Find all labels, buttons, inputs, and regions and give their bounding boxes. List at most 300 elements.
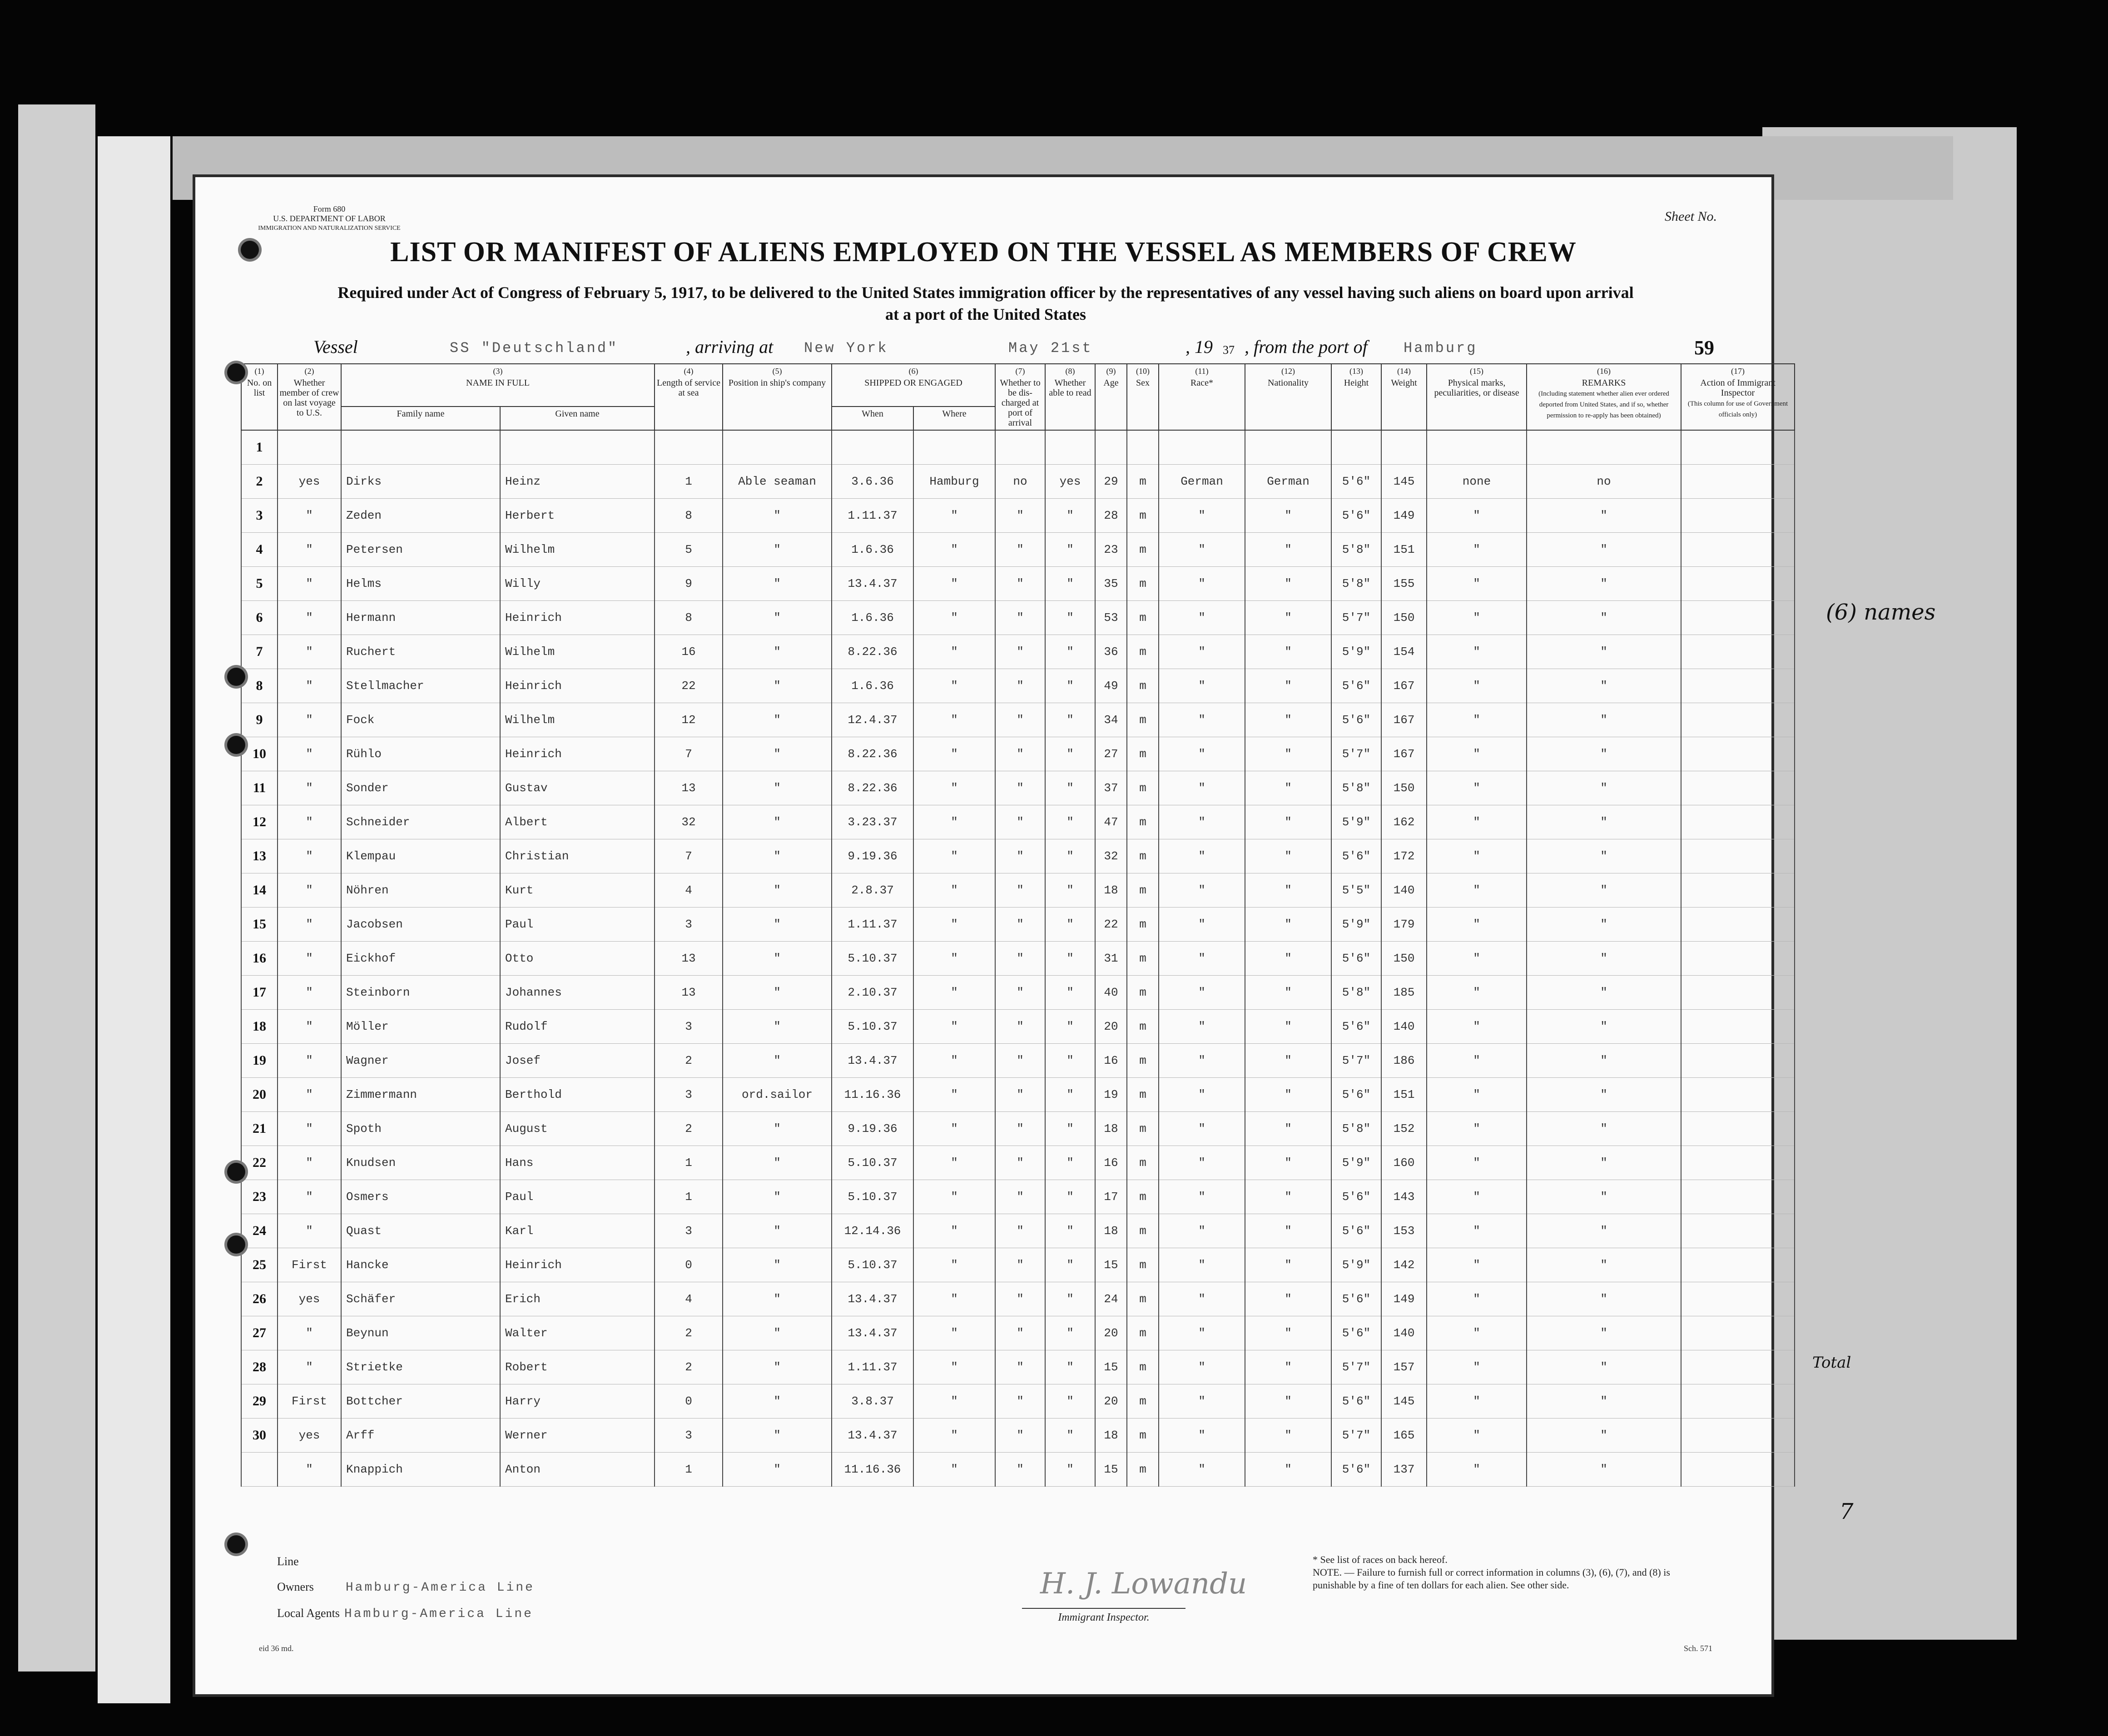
- cell-age: 18: [1095, 1214, 1127, 1248]
- cell-action: [1681, 1316, 1795, 1350]
- cell-marks: ": [1427, 669, 1527, 703]
- cell-weight: 186: [1381, 1044, 1427, 1078]
- cell-last: ": [278, 1180, 341, 1214]
- cell-height: 5'6": [1331, 1214, 1381, 1248]
- cell-action: [1681, 1453, 1795, 1487]
- col-head-shipped: (6) SHIPPED OR ENGAGED: [832, 364, 995, 407]
- cell-no: 10: [241, 737, 278, 771]
- cell-weight: 179: [1381, 908, 1427, 942]
- cell-service: 0: [655, 1384, 723, 1419]
- cell-family: Schäfer: [341, 1282, 500, 1316]
- cell-read: [1045, 430, 1095, 465]
- cell-age: 31: [1095, 942, 1127, 976]
- cell-where: ": [913, 737, 995, 771]
- cell-last: ": [278, 703, 341, 737]
- cell-action: [1681, 1384, 1795, 1419]
- cell-race: ": [1159, 1316, 1245, 1350]
- cell-age: 22: [1095, 908, 1127, 942]
- cell-where: ": [913, 1453, 995, 1487]
- cell-read: ": [1045, 1384, 1095, 1419]
- cell-age: 20: [1095, 1316, 1127, 1350]
- cell-marks: ": [1427, 1214, 1527, 1248]
- table-row: [241, 942, 1795, 976]
- cell-discharged: ": [995, 873, 1045, 908]
- cell-height: 5'7": [1331, 1419, 1381, 1453]
- cell-nationality: ": [1245, 1453, 1331, 1487]
- printer-mark: eid 36 md.: [259, 1644, 294, 1653]
- cell-last: ": [278, 1316, 341, 1350]
- cell-service: 7: [655, 839, 723, 873]
- cell-marks: ": [1427, 499, 1527, 533]
- subtitle-line-1: Required under Act of Congress of February 5, 1917, to be delivered to the United States immigration officer by the representatives of any vessel having such aliens on board upon arrival: [337, 283, 1634, 302]
- cell-height: 5'6": [1331, 942, 1381, 976]
- cell-race: ": [1159, 908, 1245, 942]
- cell-nationality: ": [1245, 669, 1331, 703]
- cell-nationality: ": [1245, 601, 1331, 635]
- cell-marks: ": [1427, 1078, 1527, 1112]
- cell-service: 2: [655, 1316, 723, 1350]
- cell-position: ": [723, 1180, 832, 1214]
- cell-nationality: ": [1245, 1282, 1331, 1316]
- cell-marks: ": [1427, 635, 1527, 669]
- cell-height: [1331, 430, 1381, 465]
- col-head-height: (13) Height: [1331, 364, 1381, 430]
- cell-nationality: ": [1245, 1010, 1331, 1044]
- cell-remarks: ": [1527, 1282, 1681, 1316]
- cell-weight: 140: [1381, 1010, 1427, 1044]
- department: U.S. DEPARTMENT OF LABOR: [273, 214, 386, 223]
- subtitle-line-2: at a port of the United States: [885, 305, 1086, 323]
- cell-read: ": [1045, 567, 1095, 601]
- back-sheet-strip: [98, 136, 170, 1703]
- cell-when: 3.6.36: [832, 465, 913, 499]
- cell-where: ": [913, 635, 995, 669]
- table-row: [241, 1180, 1795, 1214]
- cell-remarks: ": [1527, 1078, 1681, 1112]
- cell-family: Hermann: [341, 601, 500, 635]
- cell-action: [1681, 703, 1795, 737]
- cell-no: 11: [241, 771, 278, 805]
- cell-service: 4: [655, 1282, 723, 1316]
- cell-discharged: ": [995, 1044, 1045, 1078]
- manifest-page: [195, 177, 1788, 1694]
- col-head-when: When: [832, 407, 913, 430]
- cell-where: ": [913, 669, 995, 703]
- cell-race: ": [1159, 669, 1245, 703]
- cell-weight: 142: [1381, 1248, 1427, 1282]
- cell-sex: m: [1127, 635, 1159, 669]
- cell-height: 5'7": [1331, 601, 1381, 635]
- table-row: [241, 1419, 1795, 1453]
- cell-discharged: ": [995, 1419, 1045, 1453]
- cell-sex: m: [1127, 839, 1159, 873]
- cell-age: 17: [1095, 1180, 1127, 1214]
- cell-no: 4: [241, 533, 278, 567]
- margin-note-total-label: Total: [1812, 1354, 1851, 1372]
- cell-weight: 150: [1381, 601, 1427, 635]
- cell-where: ": [913, 1419, 995, 1453]
- cell-nationality: ": [1245, 567, 1331, 601]
- cell-weight: 137: [1381, 1453, 1427, 1487]
- table-row: [241, 1248, 1795, 1282]
- cell-race: ": [1159, 839, 1245, 873]
- cell-sex: m: [1127, 703, 1159, 737]
- cell-read: ": [1045, 1248, 1095, 1282]
- cell-read: ": [1045, 635, 1095, 669]
- cell-where: ": [913, 1282, 995, 1316]
- cell-where: ": [913, 1248, 995, 1282]
- footer-line: Line: [277, 1555, 299, 1568]
- cell-action: [1681, 1180, 1795, 1214]
- cell-given: Kurt: [500, 873, 655, 908]
- cell-marks: ": [1427, 1282, 1527, 1316]
- col-head-family-name: Family name: [341, 407, 500, 430]
- cell-when: 13.4.37: [832, 1282, 913, 1316]
- cell-position: ": [723, 942, 832, 976]
- cell-discharged: ": [995, 1248, 1045, 1282]
- cell-marks: ": [1427, 1112, 1527, 1146]
- cell-where: ": [913, 908, 995, 942]
- cell-last: ": [278, 567, 341, 601]
- cell-remarks: ": [1527, 499, 1681, 533]
- cell-height: 5'7": [1331, 1350, 1381, 1384]
- cell-remarks: ": [1527, 976, 1681, 1010]
- cell-service: 1: [655, 465, 723, 499]
- cell-last: ": [278, 1146, 341, 1180]
- cell-age: 24: [1095, 1282, 1127, 1316]
- cell-remarks: ": [1527, 1044, 1681, 1078]
- binder-hole: [227, 1235, 245, 1254]
- cell-no: 21: [241, 1112, 278, 1146]
- margin-note-names: (6) names: [1826, 600, 1936, 625]
- cell-marks: ": [1427, 703, 1527, 737]
- cell-nationality: ": [1245, 1419, 1331, 1453]
- cell-no: 6: [241, 601, 278, 635]
- cell-no: 23: [241, 1180, 278, 1214]
- binder-hole: [227, 736, 245, 754]
- cell-service: 0: [655, 1248, 723, 1282]
- cell-family: Osmers: [341, 1180, 500, 1214]
- col-head-read: (8) Whether able to read: [1045, 364, 1095, 430]
- col-head-discharged: (7) Whether to be dis-charged at port of arrival: [995, 364, 1045, 430]
- cell-nationality: ": [1245, 533, 1331, 567]
- cell-remarks: ": [1527, 771, 1681, 805]
- cell-where: ": [913, 1044, 995, 1078]
- cell-when: [832, 430, 913, 465]
- cell-where: ": [913, 873, 995, 908]
- cell-given: Johannes: [500, 976, 655, 1010]
- cell-remarks: ": [1527, 703, 1681, 737]
- cell-remarks: ": [1527, 737, 1681, 771]
- cell-nationality: ": [1245, 703, 1331, 737]
- cell-when: 9.19.36: [832, 839, 913, 873]
- cell-race: ": [1159, 567, 1245, 601]
- cell-weight: 167: [1381, 737, 1427, 771]
- cell-height: 5'8": [1331, 1112, 1381, 1146]
- cell-last: yes: [278, 465, 341, 499]
- cell-height: 5'9": [1331, 635, 1381, 669]
- cell-action: [1681, 1248, 1795, 1282]
- from-port: Hamburg: [1404, 340, 1478, 357]
- cell-family: Spoth: [341, 1112, 500, 1146]
- cell-sex: m: [1127, 942, 1159, 976]
- cell-family: Arff: [341, 1419, 500, 1453]
- cell-service: 3: [655, 1078, 723, 1112]
- cell-marks: ": [1427, 737, 1527, 771]
- cell-height: 5'9": [1331, 908, 1381, 942]
- cell-family: Nöhren: [341, 873, 500, 908]
- cell-weight: 155: [1381, 567, 1427, 601]
- cell-when: 1.11.37: [832, 908, 913, 942]
- cell-nationality: ": [1245, 839, 1331, 873]
- table-row: [241, 839, 1795, 873]
- cell-where: ": [913, 499, 995, 533]
- cell-weight: 167: [1381, 703, 1427, 737]
- cell-position: ": [723, 737, 832, 771]
- cell-discharged: ": [995, 1350, 1045, 1384]
- back-sheet-right: [1762, 127, 2017, 1640]
- cell-sex: m: [1127, 567, 1159, 601]
- cell-last: [278, 430, 341, 465]
- cell-height: 5'6": [1331, 1180, 1381, 1214]
- cell-discharged: ": [995, 805, 1045, 839]
- cell-weight: 154: [1381, 635, 1427, 669]
- cell-discharged: ": [995, 567, 1045, 601]
- cell-last: ": [278, 1010, 341, 1044]
- cell-given: Hans: [500, 1146, 655, 1180]
- cell-when: 1.6.36: [832, 533, 913, 567]
- cell-given: Berthold: [500, 1078, 655, 1112]
- footer-agents-row: Local Agents Hamburg-America Line: [277, 1607, 533, 1621]
- cell-last: ": [278, 737, 341, 771]
- cell-where: ": [913, 1384, 995, 1419]
- col-head-name: (3) NAME IN FULL: [341, 364, 655, 407]
- cell-remarks: [1527, 430, 1681, 465]
- cell-when: 5.10.37: [832, 1010, 913, 1044]
- cell-last: First: [278, 1384, 341, 1419]
- cell-marks: ": [1427, 1316, 1527, 1350]
- cell-weight: 157: [1381, 1350, 1427, 1384]
- cell-nationality: ": [1245, 635, 1331, 669]
- col-head-age: (9) Age: [1095, 364, 1127, 430]
- cell-no: 2: [241, 465, 278, 499]
- cell-where: ": [913, 1078, 995, 1112]
- year-value: 37: [1223, 343, 1235, 357]
- cell-weight: 150: [1381, 942, 1427, 976]
- cell-height: 5'8": [1331, 976, 1381, 1010]
- cell-remarks: ": [1527, 1453, 1681, 1487]
- cell-read: ": [1045, 499, 1095, 533]
- cell-nationality: ": [1245, 737, 1331, 771]
- cell-discharged: ": [995, 771, 1045, 805]
- cell-discharged: ": [995, 1146, 1045, 1180]
- cell-when: 11.16.36: [832, 1078, 913, 1112]
- col-head-weight: (14) Weight: [1381, 364, 1427, 430]
- cell-remarks: ": [1527, 635, 1681, 669]
- cell-discharged: [995, 430, 1045, 465]
- cell-discharged: ": [995, 1316, 1045, 1350]
- cell-given: Heinrich: [500, 669, 655, 703]
- cell-last: ": [278, 1044, 341, 1078]
- binder-hole: [227, 668, 245, 686]
- cell-race: ": [1159, 873, 1245, 908]
- cell-given: Albert: [500, 805, 655, 839]
- cell-no: 28: [241, 1350, 278, 1384]
- cell-nationality: [1245, 430, 1331, 465]
- cell-position: ": [723, 1214, 832, 1248]
- cell-service: 3: [655, 1419, 723, 1453]
- cell-marks: ": [1427, 1146, 1527, 1180]
- cell-race: ": [1159, 1112, 1245, 1146]
- cell-given: Anton: [500, 1453, 655, 1487]
- cell-discharged: ": [995, 1384, 1045, 1419]
- col-head-no: (1) No. on list: [241, 364, 278, 430]
- table-row: [241, 703, 1795, 737]
- cell-no: 18: [241, 1010, 278, 1044]
- cell-position: ": [723, 771, 832, 805]
- cell-race: ": [1159, 1453, 1245, 1487]
- cell-given: Erich: [500, 1282, 655, 1316]
- table-row: [241, 1453, 1795, 1487]
- cell-race: ": [1159, 1078, 1245, 1112]
- cell-position: ": [723, 1419, 832, 1453]
- cell-read: ": [1045, 1453, 1095, 1487]
- cell-race: ": [1159, 1010, 1245, 1044]
- cell-discharged: ": [995, 533, 1045, 567]
- cell-service: 2: [655, 1044, 723, 1078]
- cell-action: [1681, 635, 1795, 669]
- cell-height: 5'6": [1331, 465, 1381, 499]
- page-title: LIST OR MANIFEST OF ALIENS EMPLOYED ON THE VESSEL AS MEMBERS OF CREW: [390, 237, 1577, 268]
- cell-height: 5'5": [1331, 873, 1381, 908]
- cell-sex: m: [1127, 499, 1159, 533]
- cell-service: 13: [655, 942, 723, 976]
- cell-given: Heinrich: [500, 601, 655, 635]
- cell-race: ": [1159, 942, 1245, 976]
- cell-last: ": [278, 771, 341, 805]
- cell-action: [1681, 465, 1795, 499]
- table-row: [241, 1010, 1795, 1044]
- cell-height: 5'6": [1331, 839, 1381, 873]
- cell-race: ": [1159, 976, 1245, 1010]
- cell-given: Rudolf: [500, 1010, 655, 1044]
- cell-age: 53: [1095, 601, 1127, 635]
- cell-race: ": [1159, 635, 1245, 669]
- cell-height: 5'6": [1331, 1453, 1381, 1487]
- cell-family: Knappich: [341, 1453, 500, 1487]
- cell-action: [1681, 1010, 1795, 1044]
- cell-family: Strietke: [341, 1350, 500, 1384]
- cell-race: ": [1159, 533, 1245, 567]
- cell-given: Wilhelm: [500, 635, 655, 669]
- cell-nationality: ": [1245, 1044, 1331, 1078]
- cell-sex: m: [1127, 1316, 1159, 1350]
- from-label: , from the port of: [1245, 337, 1368, 357]
- cell-read: ": [1045, 839, 1095, 873]
- cell-race: ": [1159, 1146, 1245, 1180]
- cell-marks: none: [1427, 465, 1527, 499]
- cell-given: Karl: [500, 1214, 655, 1248]
- cell-read: ": [1045, 533, 1095, 567]
- cell-remarks: ": [1527, 873, 1681, 908]
- cell-race: ": [1159, 771, 1245, 805]
- cell-service: 1: [655, 1180, 723, 1214]
- cell-service: 7: [655, 737, 723, 771]
- cell-given: Josef: [500, 1044, 655, 1078]
- cell-remarks: ": [1527, 1248, 1681, 1282]
- cell-race: ": [1159, 1384, 1245, 1419]
- cell-read: yes: [1045, 465, 1095, 499]
- cell-age: 19: [1095, 1078, 1127, 1112]
- cell-action: [1681, 430, 1795, 465]
- cell-remarks: ": [1527, 601, 1681, 635]
- cell-position: ": [723, 805, 832, 839]
- cell-no: [241, 1453, 278, 1487]
- footer-agents: [277, 1549, 535, 1627]
- cell-age: 16: [1095, 1146, 1127, 1180]
- cell-no: 27: [241, 1316, 278, 1350]
- cell-where: ": [913, 1214, 995, 1248]
- cell-marks: ": [1427, 976, 1527, 1010]
- cell-no: 1: [241, 430, 278, 465]
- cell-nationality: ": [1245, 1350, 1331, 1384]
- cell-where: [913, 430, 995, 465]
- cell-nationality: ": [1245, 771, 1331, 805]
- cell-where: ": [913, 976, 995, 1010]
- cell-sex: m: [1127, 805, 1159, 839]
- cell-no: 13: [241, 839, 278, 873]
- cell-last: ": [278, 942, 341, 976]
- cell-age: 35: [1095, 567, 1127, 601]
- cell-sex: m: [1127, 1453, 1159, 1487]
- cell-nationality: German: [1245, 465, 1331, 499]
- cell-marks: ": [1427, 533, 1527, 567]
- cell-read: ": [1045, 1214, 1095, 1248]
- cell-marks: [1427, 430, 1527, 465]
- cell-action: [1681, 805, 1795, 839]
- cell-when: 3.23.37: [832, 805, 913, 839]
- cell-when: 5.10.37: [832, 1248, 913, 1282]
- subtitle: [277, 282, 1694, 325]
- cell-last: ": [278, 499, 341, 533]
- cell-discharged: ": [995, 499, 1045, 533]
- cell-no: 26: [241, 1282, 278, 1316]
- list-number: 59: [1694, 337, 1714, 359]
- cell-remarks: ": [1527, 1180, 1681, 1214]
- cell-action: [1681, 1214, 1795, 1248]
- cell-remarks: ": [1527, 1112, 1681, 1146]
- cell-last: yes: [278, 1419, 341, 1453]
- cell-service: 3: [655, 1010, 723, 1044]
- cell-read: ": [1045, 1112, 1095, 1146]
- cell-age: 23: [1095, 533, 1127, 567]
- cell-given: Willy: [500, 567, 655, 601]
- cell-height: 5'6": [1331, 1078, 1381, 1112]
- cell-weight: 160: [1381, 1146, 1427, 1180]
- service: IMMIGRATION AND NATURALIZATION SERVICE: [258, 225, 401, 232]
- col-head-where: Where: [913, 407, 995, 430]
- cell-nationality: ": [1245, 1384, 1331, 1419]
- cell-height: 5'8": [1331, 533, 1381, 567]
- cell-sex: m: [1127, 1180, 1159, 1214]
- cell-sex: m: [1127, 1112, 1159, 1146]
- cell-nationality: ": [1245, 976, 1331, 1010]
- cell-service: 16: [655, 635, 723, 669]
- cell-weight: 153: [1381, 1214, 1427, 1248]
- cell-height: 5'8": [1331, 771, 1381, 805]
- cell-last: ": [278, 1453, 341, 1487]
- cell-service: [655, 430, 723, 465]
